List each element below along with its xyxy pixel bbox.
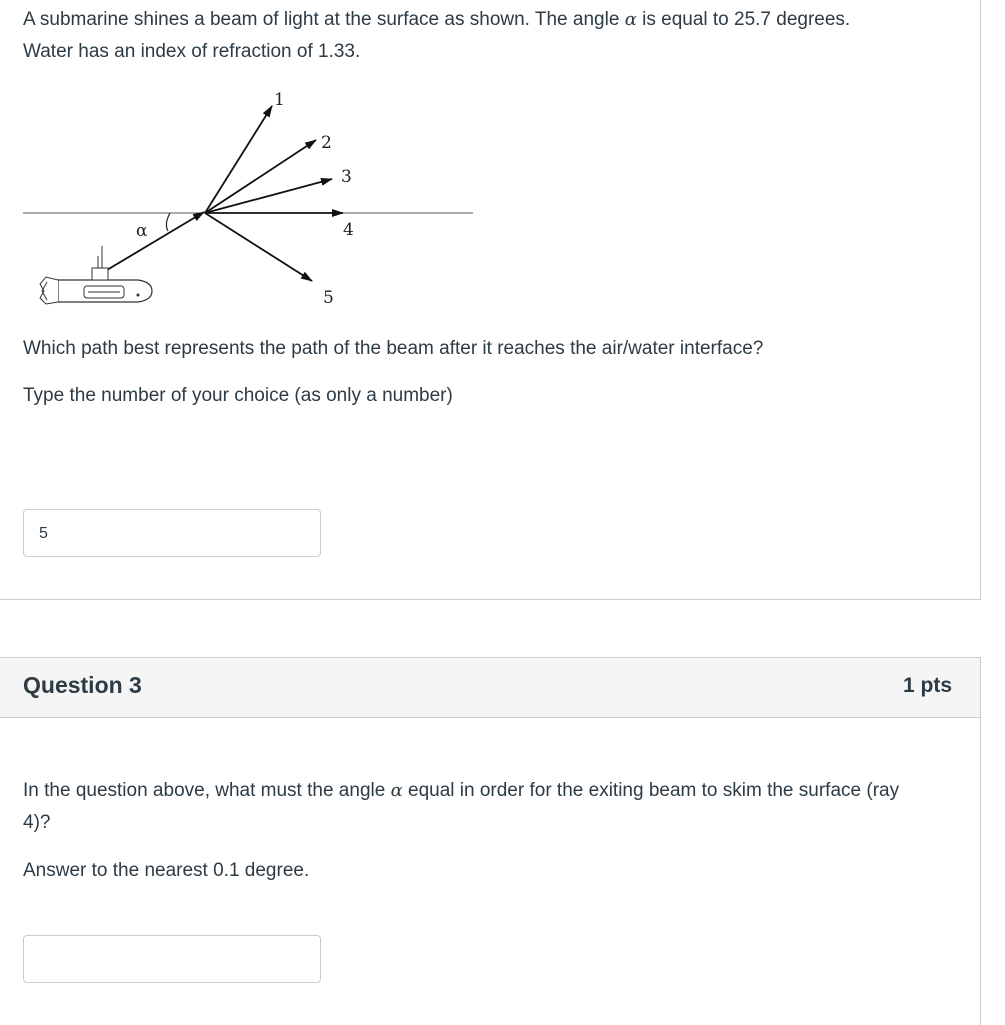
question-title: Question 3 <box>23 672 142 698</box>
question-header <box>0 658 980 718</box>
question-2-question: Which path best represents the path of the beam after it reaches the air/water interface? <box>23 338 764 359</box>
alpha-label: α <box>136 221 148 241</box>
question-3-instruction: Answer to the nearest 0.1 degree. <box>23 860 310 881</box>
prompt-text: equal in order for the exiting beam to skim the surface (ray 4)? <box>23 780 900 833</box>
answer-input[interactable] <box>23 935 321 983</box>
question-2-prompt <box>23 4 943 68</box>
ray-label-3: 3 <box>341 167 352 187</box>
prompt-text: Water has an index of refraction of 1.33. <box>23 41 361 62</box>
refraction-diagram <box>20 84 480 314</box>
incident-ray <box>107 212 204 270</box>
question-3-prompt <box>23 775 903 839</box>
ray-label-4: 4 <box>343 220 354 240</box>
prompt-text: A submarine shines a beam of light at the surface as shown. The angle <box>23 9 625 30</box>
alpha-angle-arc <box>166 213 170 231</box>
question-3-card <box>0 657 981 1025</box>
ray-5 <box>205 213 312 281</box>
ray-label-5: 5 <box>323 288 334 308</box>
prompt-text: In the question above, what must the angle <box>23 780 391 801</box>
question-points: 1 pts <box>902 674 952 697</box>
prompt-text: is equal to 25.7 degrees. <box>636 9 851 30</box>
question-2-instruction: Type the number of your choice (as only a number) <box>23 385 453 406</box>
submarine-illustration <box>40 246 152 304</box>
ray-label-1: 1 <box>274 90 285 110</box>
answer-input[interactable]: 5 <box>23 509 321 557</box>
alpha-symbol: α <box>624 9 637 30</box>
ray-2 <box>205 140 316 213</box>
ray-label-2: 2 <box>321 133 332 153</box>
alpha-symbol: α <box>390 780 403 801</box>
